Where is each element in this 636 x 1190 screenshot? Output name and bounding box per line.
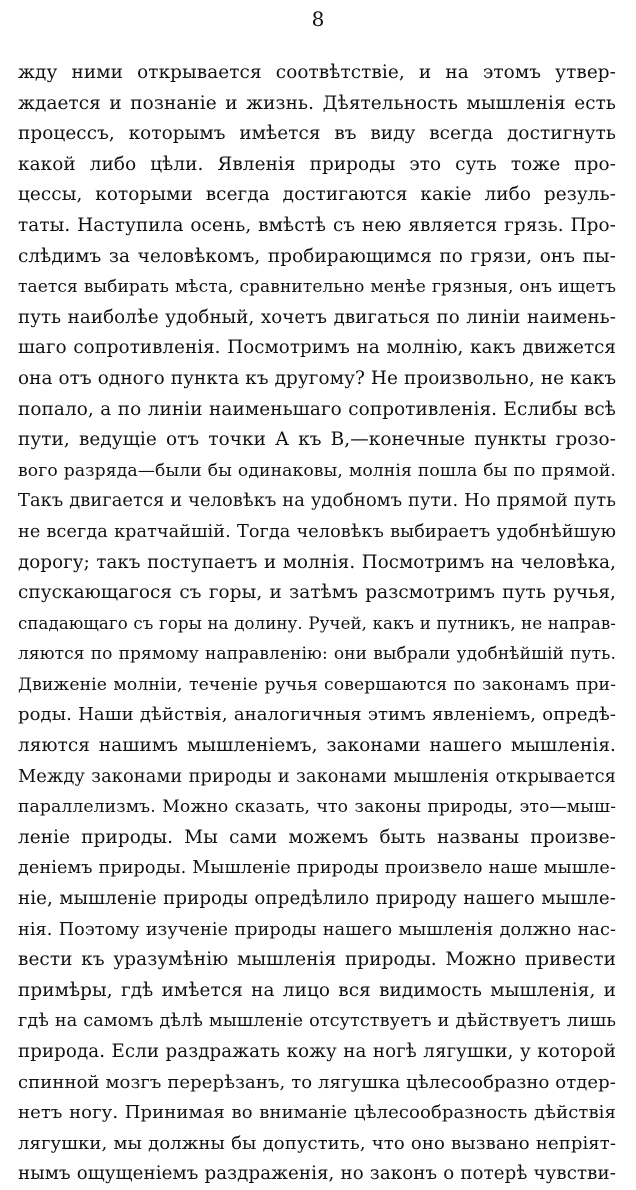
text-line: слѣдимъ за человѣкомъ, пробирающимся по грязи, онъ пы-	[18, 245, 616, 267]
text-line: дорогу; такъ поступаетъ и молнія. Посмотримъ на человѣка,	[18, 551, 616, 573]
text-line: природа. Если раздражать кожу на ногѣ лягушки, у которой	[18, 1041, 616, 1062]
text-line: попало, а по линіи наименьшаго сопротивленія. Еслибы всѣ	[18, 398, 616, 420]
text-line: вести къ уразумѣнію мышленія природы. Можно привести	[18, 949, 616, 971]
text-line: Такъ двигается и человѣкъ на удобномъ пути. Но прямой путь	[18, 490, 616, 512]
text-line: ляются по прямому направленію: они выбрали удобнѣйшій путь.	[18, 644, 616, 665]
text-line: она отъ одного пункта къ другому? Не произвольно, не какъ	[18, 367, 616, 389]
text-line: ніе, мышленіе природы опредѣлило природу нашего мышле-	[18, 888, 616, 910]
text-line: роды. Наши дѣйствія, аналогичныя этимъ явленіемъ, опредѣ-	[18, 704, 616, 726]
text-line: спускающагося съ горы, и затѣмъ разсмотримъ путь ручья,	[18, 582, 616, 604]
text-line: деніемъ природы. Мышленіе природы произвело наше мышле-	[18, 858, 616, 879]
text-line: таты. Наступила осень, вмѣстѣ съ нею является грязь. Про-	[18, 214, 616, 236]
text-line: спинной мозгъ перерѣзанъ, то лягушка цѣлесообразно отдер-	[18, 1071, 616, 1093]
text-line: гдѣ на самомъ дѣлѣ мышленіе отсутствуетъ и дѣйствуетъ лишь	[18, 1011, 616, 1032]
text-line: нетъ ногу. Принимая во вниманіе цѣлесообразность дѣйствія	[18, 1102, 616, 1124]
text-line: Между законами природы и законами мышленія открывается	[18, 765, 616, 787]
text-line: лягушки, мы должны бы допустить, что оно вызвано непріят-	[18, 1132, 616, 1154]
text-line: тается выбирать мѣста, сравнительно менѣе грязныя, онъ ищетъ	[18, 277, 616, 298]
text-line: какой либо цѣли. Явленія природы это суть тоже про-	[18, 153, 616, 175]
text-line: примѣры, гдѣ имѣется на лицо вся видимость мышленія, и	[18, 979, 616, 1001]
text-line: леніе природы. Мы сами можемъ быть названы произве-	[18, 826, 616, 848]
text-line: пути, ведущіе отъ точки А къ В,—конечные пункты грозо-	[18, 429, 616, 451]
text-line: путь наиболѣе удобный, хочетъ двигаться по линіи наимень-	[18, 306, 616, 328]
text-line: ляются нашимъ мышленіемъ, законами нашего мышленія.	[18, 735, 616, 757]
text-line: цессы, которыми всегда достигаются какіе либо резуль-	[18, 184, 616, 206]
text-line: Движеніе молніи, теченіе ручья совершаются по законамъ при-	[18, 674, 616, 695]
page-number: 8	[311, 7, 325, 31]
text-line: жду ними открывается соотвѣтствіе, и на этомъ утвер-	[18, 62, 616, 83]
text-line: ждается и познаніе и жизнь. Дѣятельность мышленія есть	[18, 92, 616, 114]
text-line: вого разряда—были бы одинаковы, молнія пошла бы по прямой.	[18, 460, 616, 481]
text-line: шаго сопротивленія. Посмотримъ на молнію, какъ движется	[18, 337, 616, 359]
body-text	[18, 58, 616, 1190]
text-line: параллелизмъ. Можно сказать, что законы природы, это—мыш-	[18, 797, 616, 818]
text-line: нымъ ощущеніемъ раздраженія, но законъ о потерѣ чувстви-	[18, 1163, 616, 1185]
text-line: спадающаго съ горы на долину. Ручей, какъ и путникъ, не направ-	[18, 613, 616, 633]
text-line: процессъ, которымъ имѣется въ виду всегда достигнуть	[18, 123, 616, 145]
text-line: не всегда кратчайшій. Тогда человѣкъ выбираетъ удобнѣйшую	[18, 521, 616, 542]
text-line: нія. Поэтому изученіе природы нашего мышленія должно нас-	[18, 919, 616, 940]
